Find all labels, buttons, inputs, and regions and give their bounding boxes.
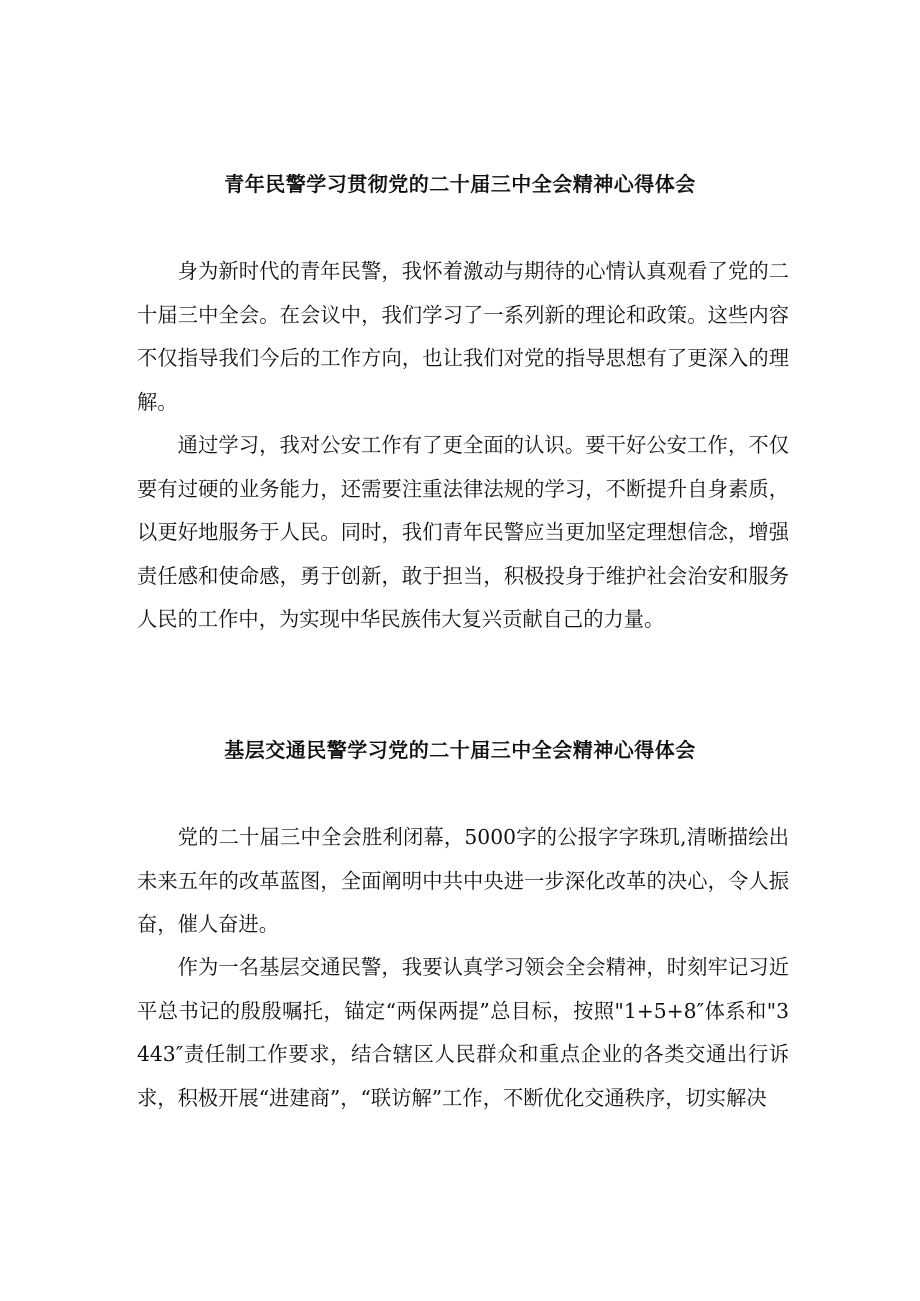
section-2-paragraph-1: 党的二十届三中全会胜利闭幕，5000字的公报字字珠玑,清晰描绘出未来五年的改革蓝图，全面阐明中共中央进一步深化改革的决心，令人振奋，催人奋进。 — [137, 825, 789, 937]
section-2-paragraph-2: 作为一名基层交通民警，我要认真学习领会全会精神，时刻牢记习近平总书记的殷殷嘱托，锚定“两保两提”总目标，按照"1+5+8″体系和"3443″责任制工作要求，结合辖区人民群众和重点企业的各类交通出行诉求，积极开展“进建商”，“联访解”工作，不断优化交通秩序，切实解决 — [137, 955, 789, 1110]
section-1-title: 青年民警学习贯彻党的二十届三中全会精神心得体会 — [224, 172, 696, 196]
section-1-paragraph-2: 通过学习，我对公安工作有了更全面的认识。要干好公安工作，不仅要有过硬的业务能力，还需要注重法律法规的学习，不断提升自身素质，以更好地服务于人民。同时，我们青年民警应当更加坚定理想信念，增强责任感和使命感，勇于创新，敢于担当，积极投身于维护社会治安和服务人民的工作中，为实现中华民族伟大复兴贡献自己的力量。 — [137, 433, 789, 632]
section-2-title: 基层交通民警学习党的二十届三中全会精神心得体会 — [224, 738, 696, 762]
section-1-paragraph-1: 身为新时代的青年民警，我怀着激动与期待的心情认真观看了党的二十届三中全会。在会议中，我们学习了一系列新的理论和政策。这些内容不仅指导我们今后的工作方向，也让我们对党的指导思想有了更深入的理解。 — [137, 259, 789, 414]
